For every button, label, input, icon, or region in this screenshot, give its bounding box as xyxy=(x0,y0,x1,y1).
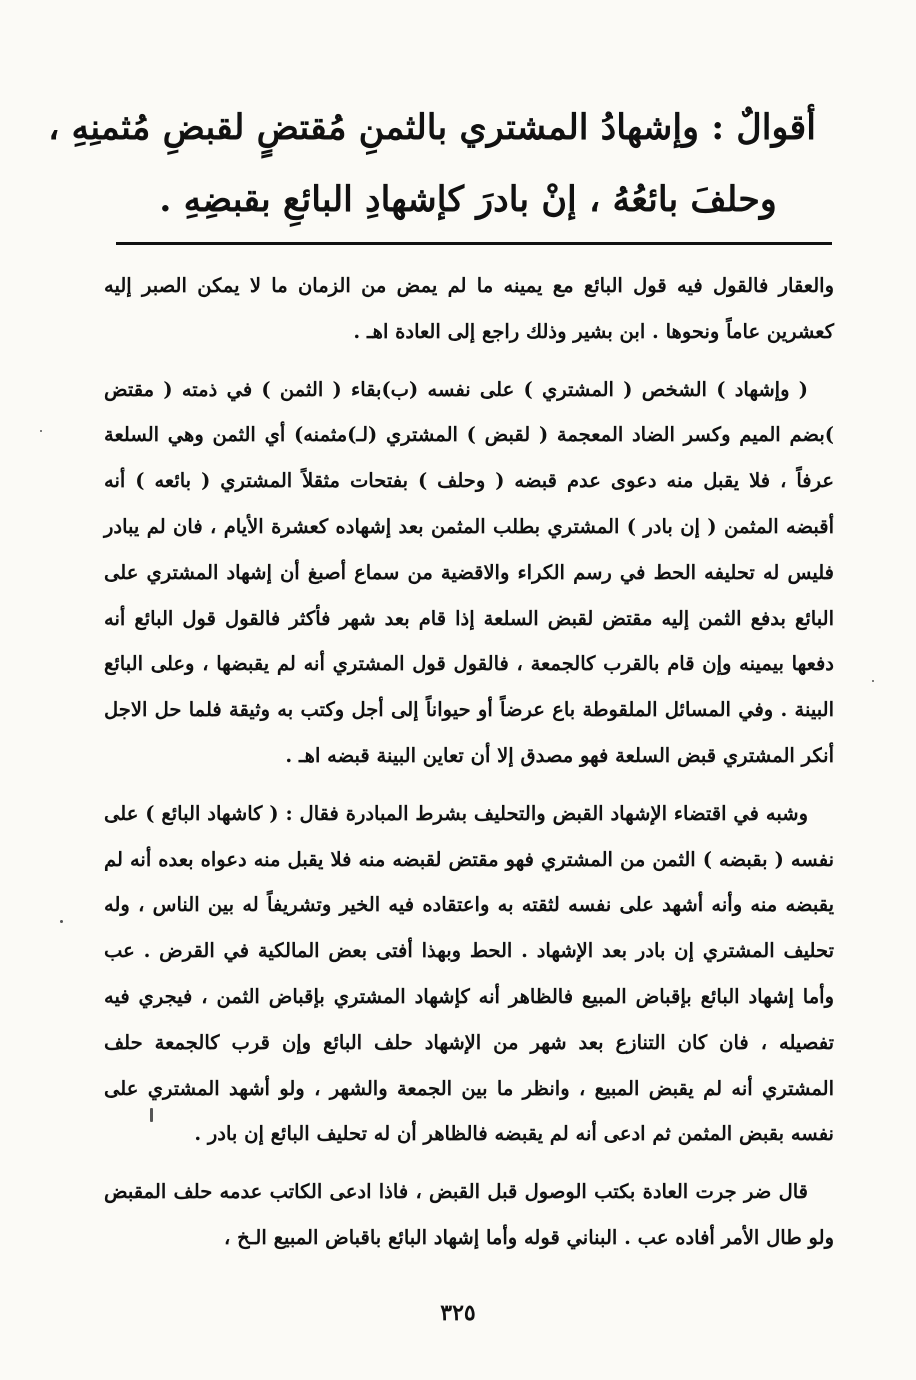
heading-line-2: وحلفَ بائعُهُ ، إنْ بادرَ كإشهادِ البائعِ بقبضِهِ . xyxy=(159,179,777,220)
page-number: ٣٢٥ xyxy=(440,1300,476,1326)
paragraph-2: ( وإشهاد ) الشخص ( المشتري ) على نفسه (ب)بقاء ( الثمن ) في ذمته ( مقتض )بضم الميم وكسر الضاد المعجمة ( لقبض ) المشتري (لـ)مثمنه) أي الثمن وهي السلعة عرفاً ، فلا يقبل منه دعوى عدم قبضه ( وحلف ) بفتحات مثقلاً المشتري ( بائعه ) أنه أقبضه المثمن ( إن بادر ) المشتري بطلب المثمن بعد إشهاده كعشرة الأيام ، فان لم يبادر فليس له تحليفه الحط في رسم الكراء والاقضية من سماع أصبغ أن إشهاد المشتري على البائع بدفع الثمن إليه مقتض لقبض السلعة إذا قام بعد شهر فأكثر فالقول قول البائع أنه دفعها بيمينه وإن قام بالقرب كالجمعة ، فالقول قول المشتري أنه لم يقبضها ، وعلى البائع البينة . وفي المسائل الملقوطة باع عرضاً أو حيواناً إلى أجل وكتب به وثيقة فلما حل الاجل أنكر المشتري قبض السلعة فهو مصدق إلا أن تعاين البينة قبضه اهـ . xyxy=(104,377,834,767)
commentary-text xyxy=(104,263,834,1261)
paragraph-3: وشبه في اقتضاء الإشهاد القبض والتحليف بشرط المبادرة فقال : ( كاشهاد البائع ) على نفسه ( بقبضه ) الثمن من المشتري فهو مقتض لقبضه منه فلا يقبل منه دعواه بعده أنه لم يقبضه منه وأنه أشهد على نفسه لثقته به واعتقاده فيه الخير وتشريفاً له بين الناس ، وله تحليف المشتري إن بادر بعد الإشهاد . الحط وبهذا أفتى بعض المالكية في القرض . عب وأما إشهاد البائع بإقباض المبيع فالظاهر أنه كإشهاد المشتري بإقباض الثمن ، فيجري فيه تفصيله ، فان كان التنازع بعد شهر من الإشهاد حلف البائع وإن قرب كالجمعة حلف المشتري أنه لم يقبض المبيع ، وانظر ما بين الجمعة والشهر ، ولو أشهد المشتري على نفسه بقبض المثمن ثم ادعى أنه لم يقبضه فالظاهر أن له تحليف البائع إن بادر . xyxy=(104,801,834,1146)
scan-speck xyxy=(60,920,63,923)
scan-speck xyxy=(150,1108,153,1122)
paragraph-1: والعقار فالقول فيه قول البائع مع يمينه ما لم يمض من الزمان ما لا يمكن الصبر إليه كعشرين عاماً ونحوها . ابن بشير وذلك راجع إلى العادة اهـ . xyxy=(104,274,834,343)
header-divider xyxy=(116,242,832,245)
matn-heading xyxy=(48,92,816,236)
scan-speck xyxy=(872,680,874,682)
heading-line-1: أقوالٌ : وإشهادُ المشتري بالثمنِ مُقتضٍ لقبضِ مُثمنِهِ ، xyxy=(48,107,816,148)
paragraph-4: قال ضر جرت العادة بكتب الوصول قبل القبض ، فاذا ادعى الكاتب عدمه حلف المقبض ولو طال الأمر أفاده عب . البناني قوله وأما إشهاد البائع باقباض المبيع الـخ ، xyxy=(104,1180,834,1249)
scan-speck xyxy=(40,430,42,432)
